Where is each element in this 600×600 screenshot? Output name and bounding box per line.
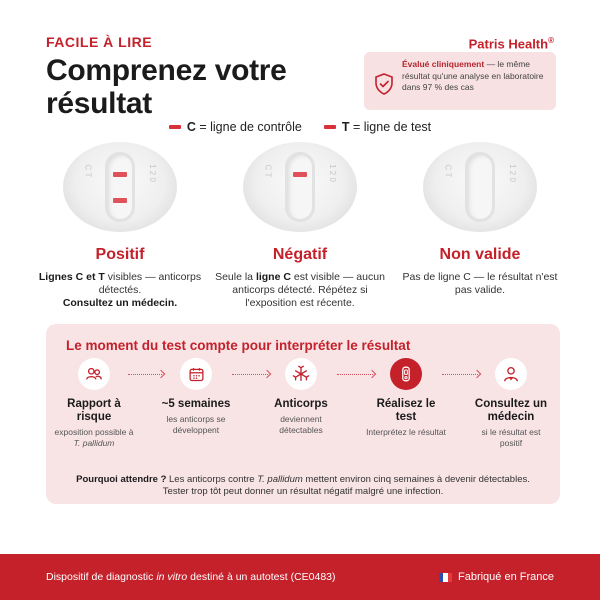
brand-logo [469, 36, 554, 51]
clinical-badge [364, 52, 556, 110]
step-description-text: exposition possible à [54, 427, 134, 437]
footer-bar [0, 554, 600, 600]
result-window [285, 152, 315, 222]
cassette-invalid [423, 142, 537, 232]
step-title: Rapport à risque [67, 398, 121, 423]
test-line [113, 198, 127, 203]
timing-note-text-2: mettent environ cinq semaines à devenir détectables. Tester trop tôt peut donner un résultat négatif malgré une infection. [162, 474, 530, 497]
test-cassette-icon [398, 366, 414, 382]
result-description [35, 271, 205, 310]
footer-disclaimer-italic: in vitro [156, 571, 188, 583]
legend-text-test: = ligne de test [349, 120, 432, 134]
shield-check-icon [374, 73, 394, 95]
result-invalid [395, 246, 565, 297]
step-description [54, 427, 134, 449]
result-title: Non valide [439, 246, 521, 263]
timing-note-text-1: Les anticorps contre [166, 474, 258, 485]
step-icon-circle [78, 358, 110, 390]
result-title: Positif [95, 246, 145, 263]
result-negative [215, 246, 385, 310]
result-window [105, 152, 135, 222]
doctor-icon [502, 365, 520, 383]
clinical-badge-text [402, 59, 548, 94]
page-title-line-1: Comprenez votre [46, 54, 287, 87]
step-icon-circle-highlighted [390, 358, 422, 390]
timing-heading: Le moment du test compte pour interpréter le résultat [66, 338, 411, 353]
page-title [46, 54, 287, 120]
step-description: les anticorps se développent [166, 414, 226, 435]
timing-note [66, 474, 540, 498]
cassette-letters: 1 2 0 [507, 164, 517, 182]
footer-disclaimer-text-2: destiné à un autotest (CE0483) [187, 571, 336, 583]
cassette-positive [63, 142, 177, 232]
footer-disclaimer-text-1: Dispositif de diagnostic [46, 571, 157, 583]
calendar-icon [188, 366, 205, 383]
step-description: Interprétez le résultat [366, 427, 446, 437]
result-description [215, 271, 385, 310]
france-flag-icon [439, 573, 452, 582]
result-desc-text: Seule la [215, 271, 256, 283]
made-in-france [439, 571, 554, 583]
timeline-step-risk [54, 358, 134, 449]
step-description: deviennent détectables [279, 414, 323, 435]
step-title: Consultez un médecin [474, 398, 548, 423]
result-window [465, 152, 495, 222]
page-title-line-2: résultat [46, 87, 152, 120]
clinical-badge-body: — le même résultat qu'une analyse en laboratoire dans 97 % des cas [402, 59, 544, 92]
timeline-step-test [366, 358, 446, 438]
legend-item-control [169, 120, 302, 134]
step-icon-circle [495, 358, 527, 390]
cassette-letters: 1 2 0 [327, 164, 337, 182]
timeline-step-weeks [156, 358, 236, 436]
timing-note-bold: Pourquoi attendre ? [76, 474, 167, 485]
legend-key-control: C [186, 120, 196, 134]
step-title: Anticorps [274, 398, 328, 410]
line-legend [0, 120, 600, 134]
cassette-negative [243, 142, 357, 232]
legend-key-test: T [341, 120, 350, 134]
control-line [293, 172, 307, 177]
result-desc-bold: Lignes C et T [38, 271, 105, 283]
result-desc-bold: ligne C [255, 271, 291, 283]
timing-panel [46, 324, 560, 504]
step-title: ~5 semaines [161, 398, 231, 410]
cassette-letters: C T [83, 164, 93, 178]
step-title: Réalisez le test [376, 398, 436, 423]
legend-swatch-test [324, 125, 336, 129]
step-description: si le résultat est positif [481, 427, 541, 448]
footer-disclaimer [46, 571, 336, 583]
step-icon-circle [285, 358, 317, 390]
result-desc-text-2: est visible — aucun anticorps détecté. Répétez si l'exposition est récente. [232, 271, 385, 309]
result-title: Négatif [272, 246, 328, 263]
result-description: Pas de ligne C — le résultat n'est pas valide. [402, 271, 558, 296]
timeline-step-doctor [471, 358, 551, 449]
result-desc-text: visibles — anticorps détectés. [98, 271, 202, 296]
timing-note-italic: T. pallidum [257, 474, 303, 485]
cassette-letters: C T [443, 164, 453, 178]
cassette-letters: 1 2 0 [147, 164, 157, 182]
step-description-italic: T. pallidum [73, 438, 115, 448]
made-in-france-label: Fabriqué en France [458, 571, 554, 583]
brand-registered-mark: ® [548, 36, 554, 45]
eyebrow-label: FACILE À LIRE [46, 34, 153, 50]
cassette-letters: C T [263, 164, 273, 178]
legend-text-control: = ligne de contrôle [195, 120, 302, 134]
antibody-icon [292, 365, 310, 383]
people-icon [85, 365, 103, 383]
clinical-badge-bold: Évalué cliniquement [402, 59, 485, 69]
result-desc-cta: Consultez un médecin. [62, 297, 178, 309]
result-positive [35, 246, 205, 310]
step-icon-circle [180, 358, 212, 390]
legend-swatch-control [169, 125, 181, 129]
legend-item-test [324, 120, 431, 134]
control-line [113, 172, 127, 177]
timeline-step-antibodies [261, 358, 341, 436]
brand-name: Patris Health [468, 36, 549, 52]
